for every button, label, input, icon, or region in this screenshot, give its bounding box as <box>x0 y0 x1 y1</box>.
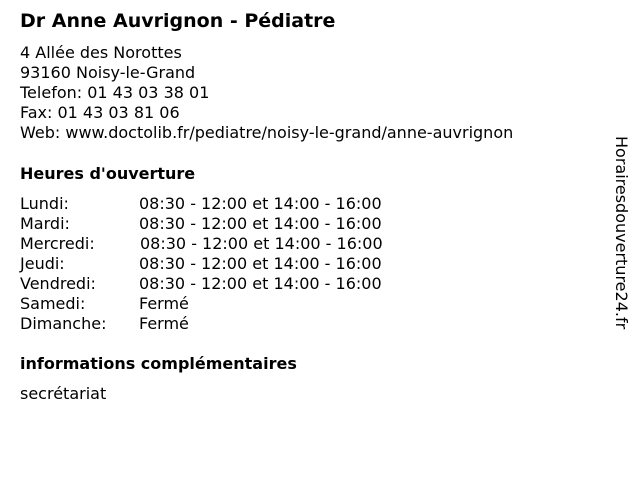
info-text: secrétariat <box>20 384 107 403</box>
phone-number[interactable]: Telefon: 01 43 03 38 01 <box>20 83 210 102</box>
day-label: Samedi: <box>20 294 86 313</box>
day-hours: 08:30 - 12:00 et 14:00 - 16:00 <box>139 214 382 233</box>
day-label: Mardi: <box>20 214 70 233</box>
day-label: Mercredi: <box>20 234 95 253</box>
address-block <box>20 43 513 143</box>
day-label: Jeudi: <box>20 254 65 273</box>
info-heading: informations complémentaires <box>20 354 297 373</box>
page-title: Dr Anne Auvrignon - Pédiatre <box>20 10 336 32</box>
city-address: 93160 Noisy-le-Grand <box>20 63 196 82</box>
fax-number: Fax: 01 43 03 81 06 <box>20 103 180 122</box>
day-hours: 08:30 - 12:00 et 14:00 - 16:00 <box>139 254 382 273</box>
day-hours: 08:30 - 12:00 et 14:00 - 16:00 <box>140 234 383 253</box>
street-address: 4 Allée des Norottes <box>20 43 182 62</box>
day-hours: Fermé <box>139 314 189 333</box>
site-watermark: Horairesdouverture24.fr <box>612 136 631 330</box>
hours-heading: Heures d'ouverture <box>20 164 196 183</box>
day-label: Vendredi: <box>20 274 96 293</box>
day-hours: Fermé <box>139 294 189 313</box>
day-label: Lundi: <box>20 194 69 213</box>
day-hours: 08:30 - 12:00 et 14:00 - 16:00 <box>139 274 382 293</box>
day-hours: 08:30 - 12:00 et 14:00 - 16:00 <box>139 194 382 213</box>
website-link[interactable]: Web: www.doctolib.fr/pediatre/noisy-le-grand/anne-auvrignon <box>20 123 514 142</box>
day-label: Dimanche: <box>20 314 107 333</box>
